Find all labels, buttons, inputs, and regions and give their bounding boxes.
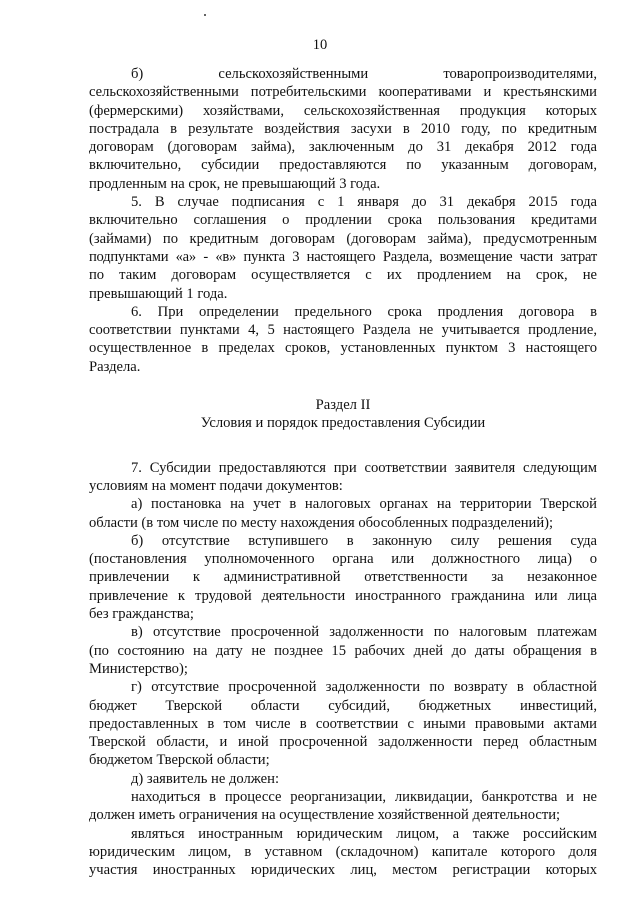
text-line: должен иметь ограничения на осуществление хозяйственной деятельности;	[89, 807, 561, 824]
text-line: условиям на момент подачи документов:	[89, 477, 343, 494]
text-line: привлечении к административной ответственности за незаконное	[89, 569, 597, 586]
text-line: являться иностранным юридическим лицом, а также российским	[131, 825, 597, 842]
text-line: (по состоянию на дату не позднее 15 рабочих дней до даты обращения в	[89, 642, 597, 659]
text-line: участия иностранных юридических лиц, местом регистрации которых	[89, 862, 597, 879]
text-line: находиться в процессе реорганизации, ликвидации, банкротства и не	[131, 788, 597, 805]
text-line: (постановления уполномоченного органа или должностного лица) о	[89, 551, 597, 568]
text-line: бюджет Тверской области субсидий, бюджетных инвестиций,	[89, 697, 597, 714]
paragraph-d2	[89, 825, 597, 880]
paragraph-d1	[89, 788, 597, 825]
text-line: 6. При определении предельного срока продления договора в	[131, 303, 597, 320]
section-subtitle: Условия и порядок предоставления Субсидии	[200, 415, 486, 432]
text-line: б) отсутствие вступившего в законную силу решения суда	[131, 532, 597, 549]
paragraph-6	[89, 303, 597, 376]
text-line: (займами) по кредитным договорам (договорам займа), предусмотренным	[89, 230, 597, 247]
text-line: юридическим лицом, в уставном (складочном) капитале которого доля	[89, 843, 597, 860]
paragraph-v	[89, 623, 597, 678]
text-line: сельскохозяйственными потребительскими кооперативами и крестьянскими	[89, 84, 597, 101]
text-line: г) отсутствие просроченной задолженности по возврату в областной	[131, 679, 597, 696]
text-line: бюджетом Тверской области;	[89, 752, 270, 769]
text-line: Раздела.	[89, 358, 141, 375]
text-line: соответствии пунктами 4, 5 настоящего Раздела не учитывается продление,	[89, 322, 597, 339]
text-line: включительно, субсидии предоставляются по указанным договорам,	[89, 157, 597, 174]
text-line: без гражданства;	[89, 606, 194, 623]
text-line: осуществленное в пределах сроков, установленных пунктом 3 настоящего	[89, 340, 597, 357]
paragraph-d	[89, 770, 597, 788]
spacer	[89, 376, 597, 396]
text-line: превышающий 1 года.	[89, 285, 228, 302]
scan-speck	[204, 14, 206, 16]
paragraph-b	[89, 65, 597, 193]
text-line: д) заявитель не должен:	[131, 770, 280, 787]
document-body	[89, 65, 597, 879]
text-line: 7. Субсидии предоставляются при соответствии заявителя следующим	[131, 459, 597, 476]
paragraph-5	[89, 193, 597, 303]
text-line: предоставленных в том числе в соответствии с иными правовыми актами	[89, 715, 597, 732]
text-line: области (в том числе по месту нахождения обособленных подразделений);	[89, 514, 554, 531]
text-line: 5. В случае подписания с 1 января до 31 декабря 2015 года	[131, 194, 597, 211]
section-title: Раздел II	[315, 397, 371, 414]
spacer	[89, 433, 597, 459]
text-line: включительно соглашения о продлении срока пользования кредитами	[89, 212, 597, 229]
text-line: (фермерскими) хозяйствами, сельскохозяйственная продукция которых	[89, 102, 597, 119]
text-line: в) отсутствие просроченной задолженности по налоговым платежам	[131, 624, 597, 641]
text-line: подпунктами «а» - «в» пункта 3 настоящего Раздела, возмещение части затрат	[89, 248, 597, 265]
page-number: 10	[312, 37, 328, 53]
text-line: Министерство);	[89, 660, 188, 677]
text-line: привлечение к трудовой деятельности иностранного гражданина или лица	[89, 587, 597, 604]
text-line: а) постановка на учет в налоговых органах на территории Тверской	[131, 496, 597, 513]
paragraph-b2	[89, 532, 597, 623]
text-line: договорам (договорам займа), заключенным до 31 декабря 2012 года	[89, 139, 597, 156]
text-line: Тверской области, и иной просроченной задолженности перед областным	[89, 734, 597, 751]
paragraph-g	[89, 678, 597, 769]
text-line: по таким договорам осуществляется с их продлением на срок, не	[89, 267, 597, 284]
text-line: б) сельскохозяйственными товаропроизводителями,	[131, 66, 597, 82]
paragraph-a	[89, 495, 597, 532]
text-line: продленным на срок, не превышающий 3 года.	[89, 175, 381, 192]
paragraph-7	[89, 459, 597, 496]
text-line: пострадала в результате воздействия засухи в 2010 году, по кредитным	[89, 120, 597, 137]
